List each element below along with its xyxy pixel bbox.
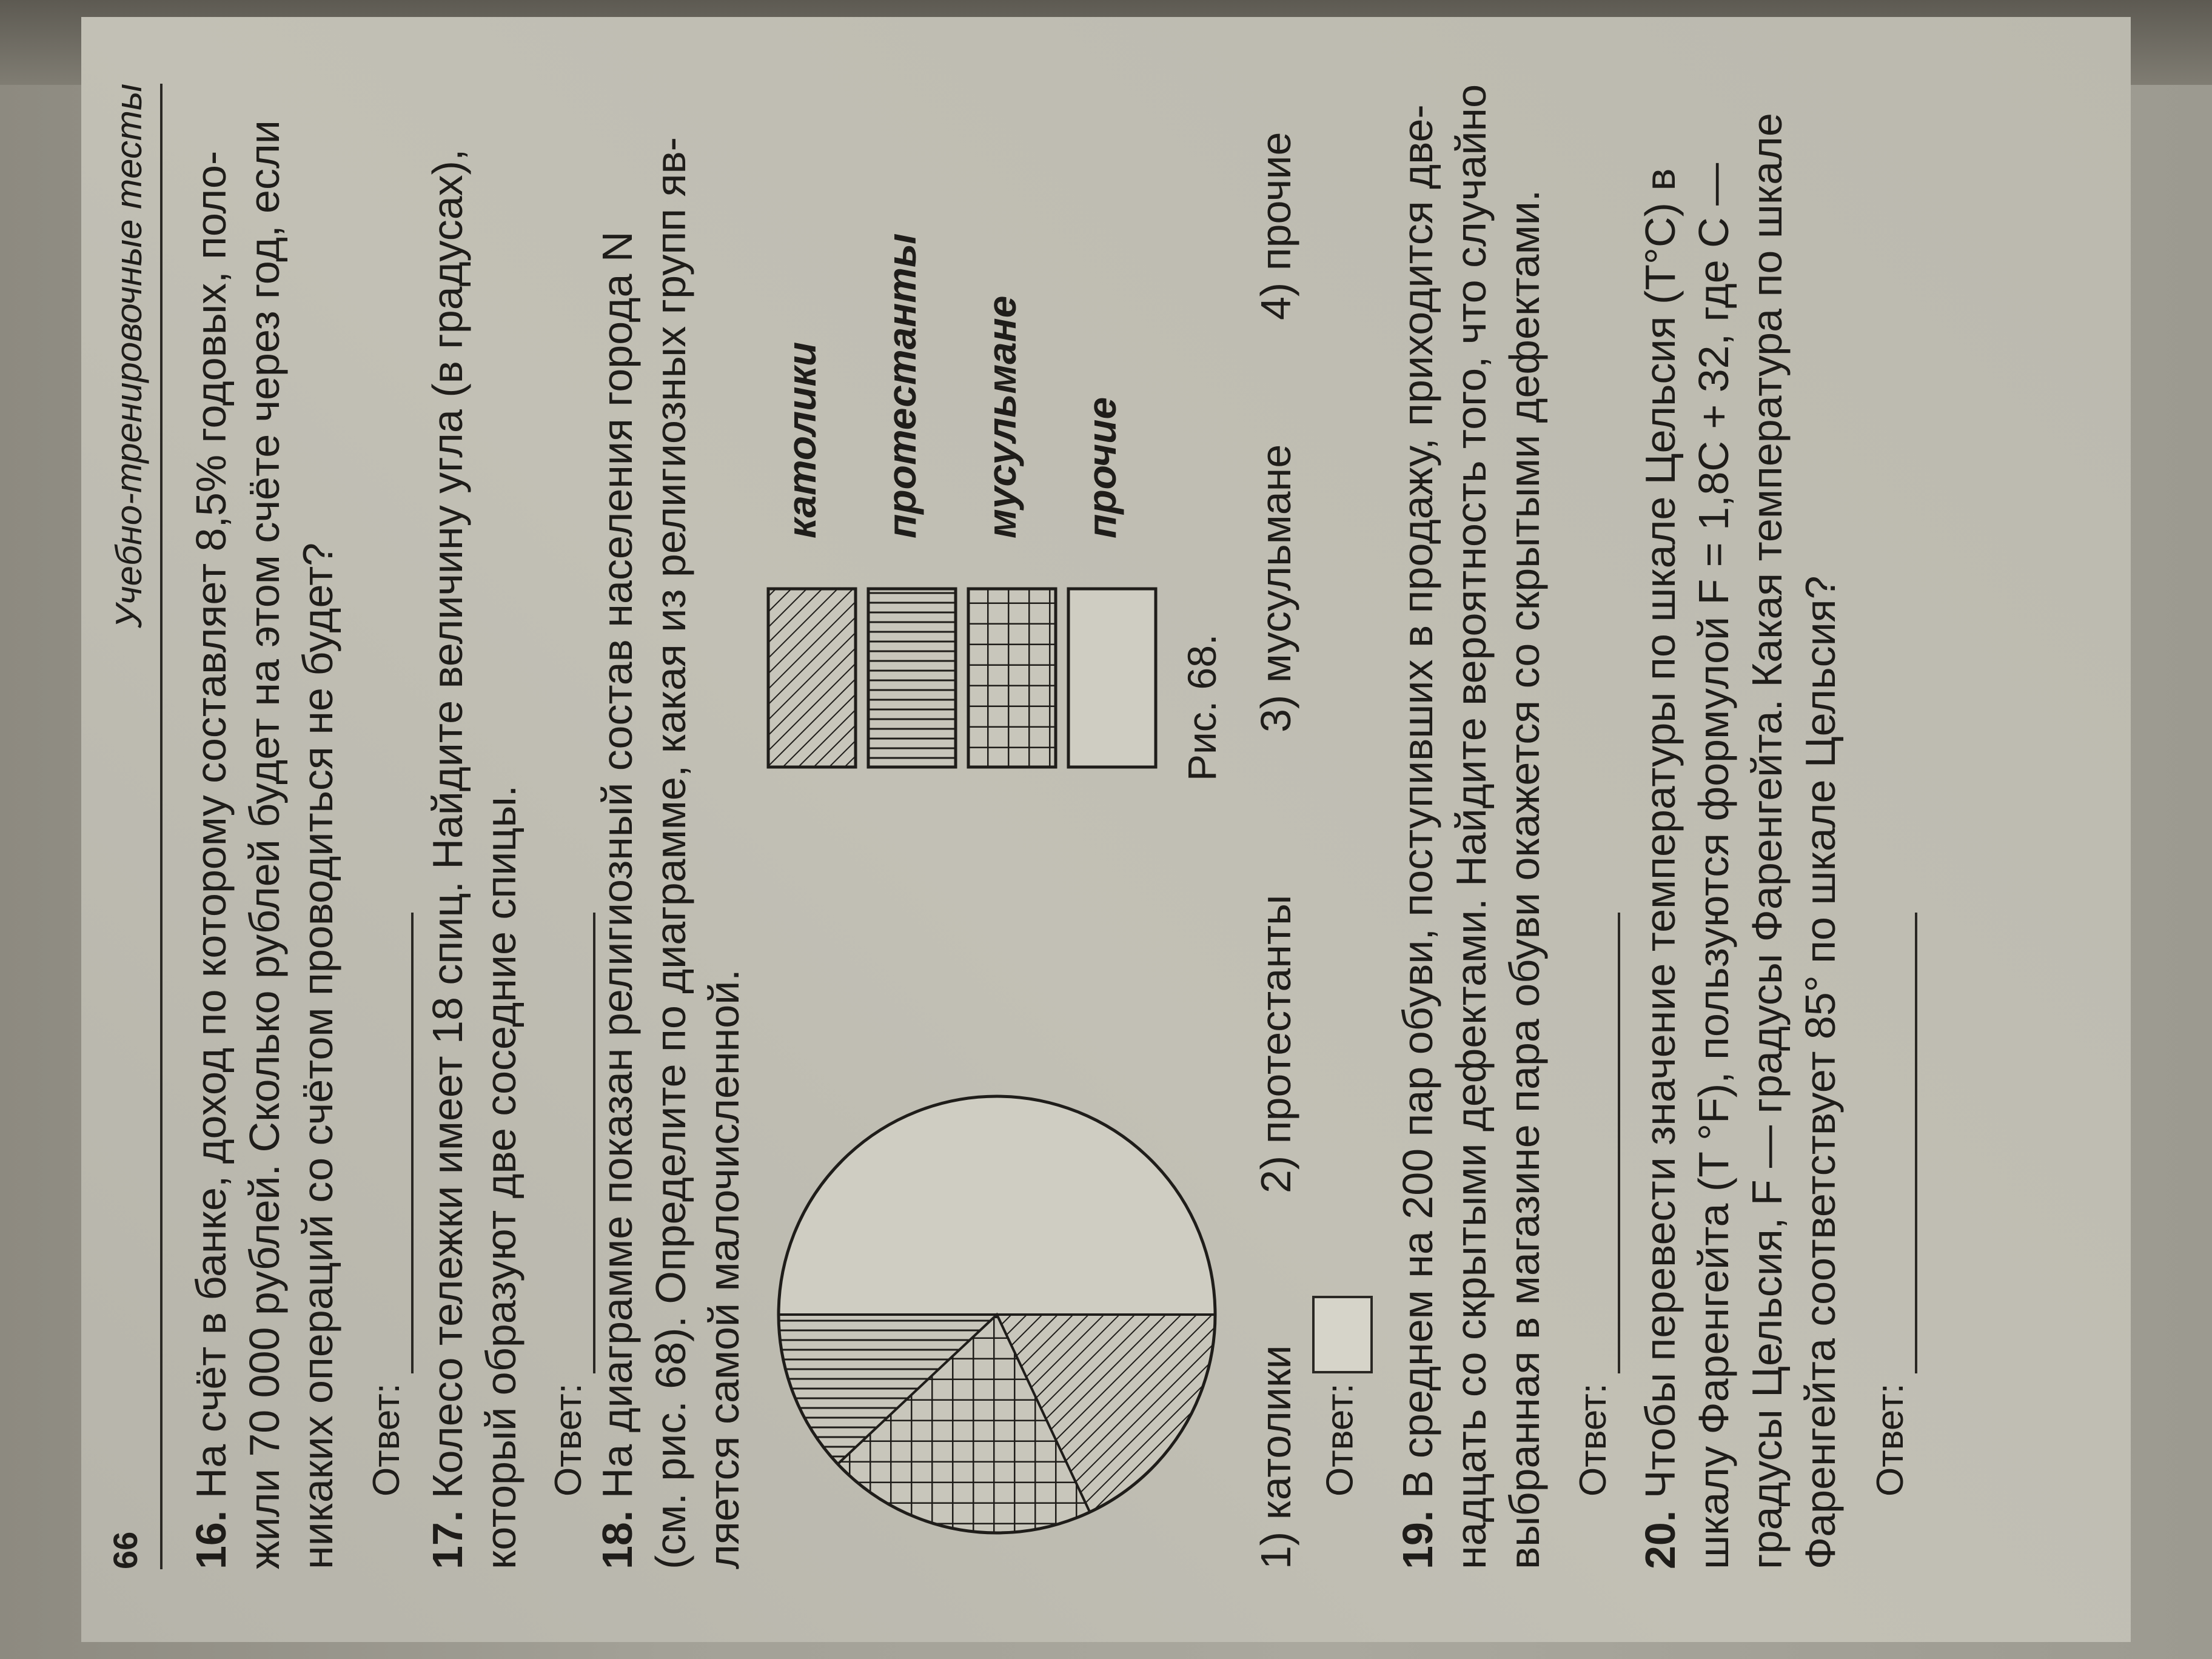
option-1[interactable]: 1) католики xyxy=(1252,1345,1299,1569)
problem-16-line-3: никаких операций со счётом проводиться не будет? xyxy=(294,542,341,1569)
legend-item-muslims xyxy=(954,102,1045,769)
problem-18-line-3: ляется самой малочисленной. xyxy=(700,969,748,1569)
answer-label: Ответ: xyxy=(366,1383,407,1496)
answer-label: Ответ: xyxy=(1572,1383,1614,1496)
problem-16 xyxy=(184,84,407,1569)
problem-17-line-1 xyxy=(421,84,474,1569)
legend-swatch-vertical xyxy=(866,587,957,769)
legend-label: католики xyxy=(779,341,824,538)
pie-slices xyxy=(779,1096,1215,1533)
problem-19-answer xyxy=(1567,913,1620,1496)
problem-19-line-1 xyxy=(1391,84,1444,1569)
problem-18-answer xyxy=(1312,1296,1373,1496)
legend-label: протестанты xyxy=(879,233,924,538)
problem-20-line-2: шкалу Фаренгейта (T °F), пользуются формулой F = 1,8C + 32, где C — xyxy=(1690,163,1737,1569)
legend-label: мусульмане xyxy=(979,295,1024,538)
problem-18-number: 18. xyxy=(594,1510,641,1569)
legend-label: прочие xyxy=(1079,397,1124,538)
problem-19-line-3: выбранная в магазине пара обуви окажется со скрытыми дефектами. xyxy=(1501,189,1548,1569)
pie-slice-1 xyxy=(779,1096,1215,1315)
page-header xyxy=(106,84,163,1569)
answer-input-line[interactable] xyxy=(1581,913,1620,1373)
legend-item-protestants xyxy=(854,102,945,769)
problem-16-answer xyxy=(360,913,414,1496)
page-number: 66 xyxy=(106,1531,144,1569)
problem-20-line-3: градусы Цельсия, F — градусы Фаренгейта. Какая температура по шкале xyxy=(1743,113,1791,1569)
answer-label: Ответ: xyxy=(1869,1383,1911,1496)
problem-17-text: Колесо тележки имеет 18 спиц. Найдите величину угла (в градусах), xyxy=(424,149,471,1499)
legend-item-others xyxy=(1054,102,1145,769)
problem-19-number: 19. xyxy=(1394,1510,1441,1569)
problem-18-options xyxy=(1252,84,1306,1569)
problem-17-answer xyxy=(542,913,595,1496)
figure-68 xyxy=(754,84,1224,1569)
answer-box[interactable] xyxy=(1312,1296,1373,1373)
problem-17-number: 17. xyxy=(424,1510,471,1569)
problem-16-text: На счёт в банке, доход по которому составляет 8,5% годовых, поло- xyxy=(187,150,235,1499)
problem-20-line-4: Фаренгейта соответствует 85° по шкале Цельсия? xyxy=(1797,575,1844,1569)
problem-16-line-1 xyxy=(184,84,238,1569)
problem-20-text: Чтобы перевести значение температуры по шкале Цельсия (T°C) в xyxy=(1637,168,1684,1499)
problem-18-text: На диаграмме показан религиозный состав населения города N xyxy=(594,231,641,1499)
problem-16-line-2: жили 70 000 рублей. Сколько рублей будет на этом счёте через год, если xyxy=(241,120,288,1569)
problem-18-line-2: (см. рис. 68). Определите по диаграмме, какая из религиозных групп яв- xyxy=(647,137,694,1569)
answer-input-line[interactable] xyxy=(1879,913,1917,1373)
legend-swatch-blank xyxy=(1067,587,1158,769)
legend-swatch-diagonal xyxy=(766,587,857,769)
problem-17-line-2: который образуют две соседние спицы. xyxy=(477,785,525,1569)
option-2[interactable]: 2) протестанты xyxy=(1252,894,1299,1193)
problem-18-answer-row xyxy=(1312,84,1379,1569)
problem-17 xyxy=(421,84,589,1569)
problem-16-number: 16. xyxy=(187,1510,235,1569)
problem-18-line-1 xyxy=(591,84,644,1569)
answer-input-line[interactable] xyxy=(375,913,414,1373)
problem-20 xyxy=(1634,84,1911,1569)
problem-19-text: В среднем на 200 пар обуви, поступивших в продажу, приходится две- xyxy=(1394,104,1441,1499)
answer-label: Ответ: xyxy=(1319,1383,1361,1496)
textbook-page xyxy=(81,17,2131,1642)
problem-19-line-2: надцать со скрытыми дефектами. Найдите вероятность того, что случайно xyxy=(1447,84,1495,1569)
legend-swatch-grid xyxy=(967,587,1057,769)
problem-18 xyxy=(591,84,751,1569)
option-4[interactable]: 4) прочие xyxy=(1252,132,1299,320)
answer-input-line[interactable] xyxy=(557,913,595,1373)
problem-20-number: 20. xyxy=(1637,1510,1684,1569)
religion-pie-chart xyxy=(766,1084,1227,1545)
option-3[interactable]: 3) мусульмане xyxy=(1252,444,1299,732)
legend-item-catholics xyxy=(754,102,845,769)
figure-caption: Рис. 68. xyxy=(1179,634,1224,781)
problem-20-answer xyxy=(1864,913,1917,1496)
answer-label: Ответ: xyxy=(548,1383,589,1496)
running-title: Учебно-тренировочные тесты xyxy=(109,84,149,628)
problem-20-line-1 xyxy=(1634,84,1687,1569)
problem-19 xyxy=(1391,84,1614,1569)
